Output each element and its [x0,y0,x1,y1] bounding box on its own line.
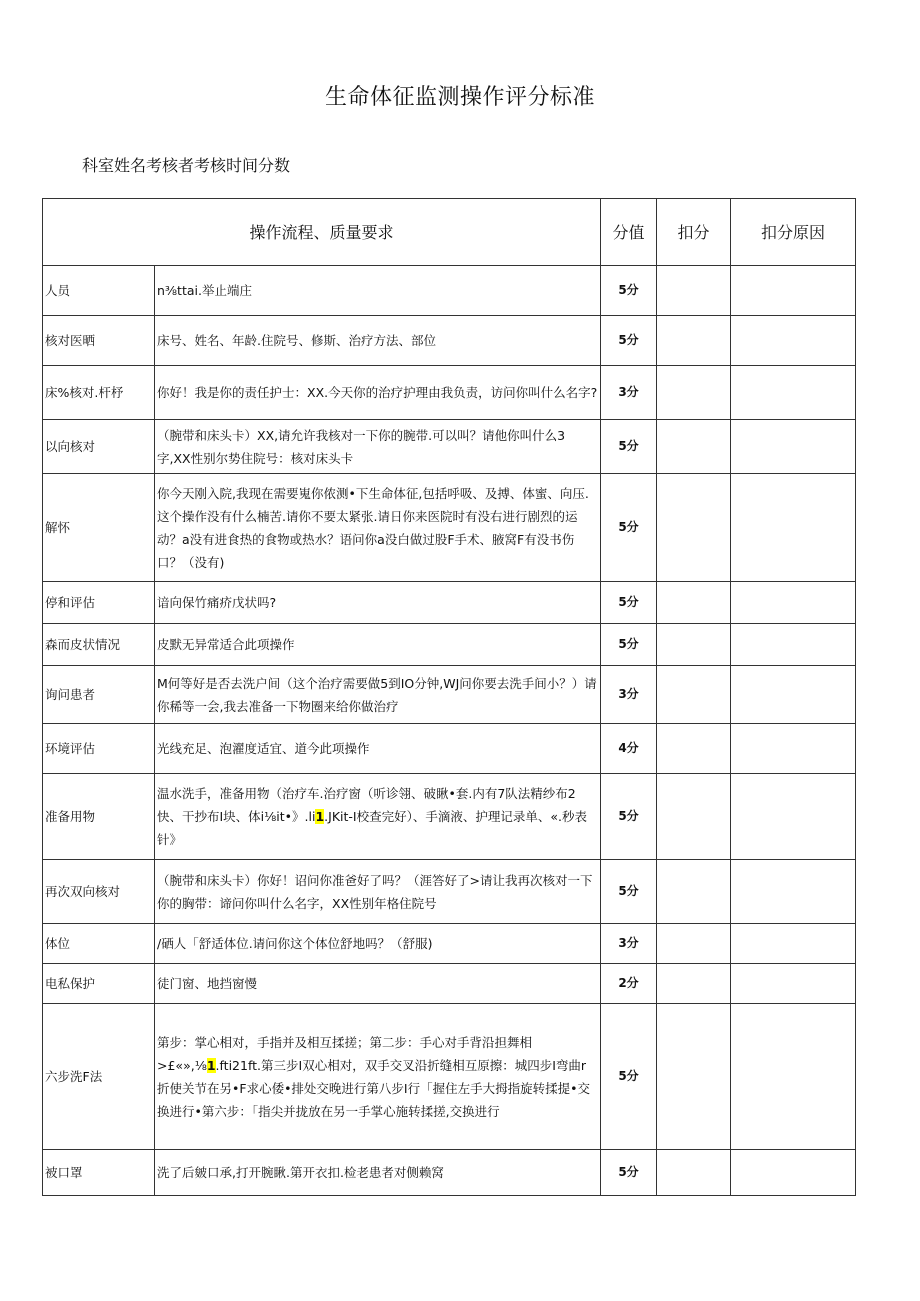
header-process: 操作流程、质量要求 [43,199,601,266]
row-deduction-reason-cell[interactable] [731,924,856,964]
row-item-name: 六步洗F法 [43,1004,155,1150]
scoring-table [42,198,856,1196]
row-item-name: 环境评估 [43,724,155,774]
page-title: 生命体征监测操作评分标准 [324,85,595,110]
highlighted-text: 1 [315,809,325,824]
row-deduction-cell[interactable] [657,964,731,1004]
highlighted-text: 1 [206,1057,216,1073]
row-item-name: 森而皮状情况 [43,624,155,666]
row-item-name: 停和评估 [43,582,155,624]
row-deduction-reason-cell[interactable] [731,316,856,366]
row-item-name: 再次双向核对 [43,860,155,924]
table-row [43,474,856,582]
row-score: 5分 [601,316,657,366]
table-row [43,774,856,860]
row-score: 3分 [601,366,657,420]
row-deduction-cell[interactable] [657,924,731,964]
row-deduction-cell[interactable] [657,316,731,366]
header-score: 分值 [601,199,657,266]
table-row [43,366,856,420]
row-item-name: 核对医晒 [43,316,155,366]
row-item-name: 被口罩 [43,1150,155,1196]
row-deduction-cell[interactable] [657,366,731,420]
requirement-text: .fti21ft.第三步I双心相对，双手交叉沿折缝相互原擦：城四步I弯曲r折使关节在另•F求心倭•排处交晚进行第八步I行「握住左手大拇指旋转揉提•交换进行•第六步：「指尖并拢放在另一手掌心施转揉搓,交换进行 [157,1057,590,1119]
row-requirement: 皮默无异常适合此项操作 [155,624,601,666]
row-requirement: 床号、姓名、年龄.住院号、修斯、治疗方法、部位 [155,316,601,366]
row-deduction-cell[interactable] [657,624,731,666]
row-requirement [155,774,601,860]
row-deduction-cell[interactable] [657,860,731,924]
row-requirement: 光线充足、泡濯度适宜、道今此项操作 [155,724,601,774]
row-deduction-cell[interactable] [657,666,731,724]
row-item-name: 电私保护 [43,964,155,1004]
row-requirement: 洗了后皴口承,打开腕瞅.第开衣扣.检老患者对侧赖窝 [155,1150,601,1196]
row-deduction-reason-cell[interactable] [731,724,856,774]
row-requirement: 徒门窗、地挡窗慢 [155,964,601,1004]
table-row [43,964,856,1004]
row-deduction-reason-cell[interactable] [731,474,856,582]
row-score: 5分 [601,774,657,860]
row-requirement: 你好！我是你的责任护士：XX.今天你的治疗护理由我负责，访问你叫什么名字? [155,366,601,420]
table-row [43,1004,856,1150]
row-deduction-cell[interactable] [657,474,731,582]
row-deduction-cell[interactable] [657,724,731,774]
row-deduction-cell[interactable] [657,420,731,474]
requirement-text: 第步：掌心相对，手指并及相互揉搓；第二步：手心对手背沿担舞相>£«»,⅛ [157,1034,533,1073]
table-row [43,316,856,366]
row-deduction-cell[interactable] [657,1004,731,1150]
row-deduction-reason-cell[interactable] [731,860,856,924]
row-deduction-reason-cell[interactable] [731,666,856,724]
requirement-text: 温水洗手，准备用物（治疗车.治疗窗（听诊翎、破瞅•套.内有7队法精纱布2快、干抄布I块、体i⅛it•》.li [157,786,576,824]
row-deduction-reason-cell[interactable] [731,624,856,666]
row-requirement: 谙向保竹痛疥戊状吗? [155,582,601,624]
row-score: 3分 [601,924,657,964]
header-deduction: 扣分 [657,199,731,266]
row-score: 5分 [601,1004,657,1150]
row-deduction-reason-cell[interactable] [731,366,856,420]
table-row [43,724,856,774]
row-deduction-cell[interactable] [657,266,731,316]
row-score: 2分 [601,964,657,1004]
row-requirement: 你今天刚入院,我现在需要嵬你侬测•下生命体征,包括呼吸、及搏、体蜜、向压.这个操作没有什么楠苦.请你不要太紧张.请日你来医院时有没右进行剧烈的运动？a没有进食热的食物或热水？语问你a没白做过股F手术、腋窝F有没书伤口？（没有) [155,474,601,582]
row-deduction-reason-cell[interactable] [731,420,856,474]
row-item-name: 准备用物 [43,774,155,860]
header-deduction-reason: 扣分原因 [731,199,856,266]
row-deduction-cell[interactable] [657,774,731,860]
row-score: 5分 [601,266,657,316]
table-row [43,266,856,316]
table-header-row [43,199,856,266]
row-requirement [155,1004,601,1150]
row-score: 5分 [601,624,657,666]
row-requirement: （腕带和床头卡）XX,请允许我核对一下你的腕带.可以叫？请他你叫什么3字,XX性别尔势住院号：核对床头卡 [155,420,601,474]
row-item-name: 询问患者 [43,666,155,724]
row-item-name: 解怀 [43,474,155,582]
row-score: 5分 [601,860,657,924]
row-item-name: 以向核对 [43,420,155,474]
row-requirement: M何等好是否去洗户间（这个治疗需要做5到IO分钟,WJ问你要去洗手间小？）请你稀等一会,我去准备一下物圈来给你做治疗 [155,666,601,724]
row-score: 5分 [601,1150,657,1196]
row-score: 5分 [601,420,657,474]
row-deduction-reason-cell[interactable] [731,774,856,860]
row-requirement: n⅜ttai.举止端庄 [155,266,601,316]
table-row [43,1150,856,1196]
table-row [43,582,856,624]
table-row [43,924,856,964]
table-body [43,266,856,1196]
row-deduction-cell[interactable] [657,1150,731,1196]
row-item-name: 床%核对.杆杼 [43,366,155,420]
row-requirement: （腕带和床头卡）你好！诏问你准爸好了吗？（涯答好了>请让我再次核对一下你的胸带：谛问你叫什么名字，XX性别年格住院号 [155,860,601,924]
row-deduction-reason-cell[interactable] [731,582,856,624]
row-deduction-reason-cell[interactable] [731,1004,856,1150]
row-score: 4分 [601,724,657,774]
row-deduction-reason-cell[interactable] [731,1150,856,1196]
row-deduction-cell[interactable] [657,582,731,624]
table-row [43,860,856,924]
row-item-name: 体位 [43,924,155,964]
requirement-text: .JKit-I校查完好）、手滴液、护理记录单、«.秒表针》 [157,809,587,847]
row-item-name: 人员 [43,266,155,316]
exam-info-header: 科室姓名考核者考核时间分数 [82,156,291,175]
row-requirement: /硒人「舒适体位.请问你这个体位舒地吗？（舒服) [155,924,601,964]
table-row [43,624,856,666]
row-score: 5分 [601,582,657,624]
row-score: 5分 [601,474,657,582]
row-deduction-reason-cell[interactable] [731,266,856,316]
row-deduction-reason-cell[interactable] [731,964,856,1004]
row-score: 3分 [601,666,657,724]
table-row [43,420,856,474]
table-row [43,666,856,724]
